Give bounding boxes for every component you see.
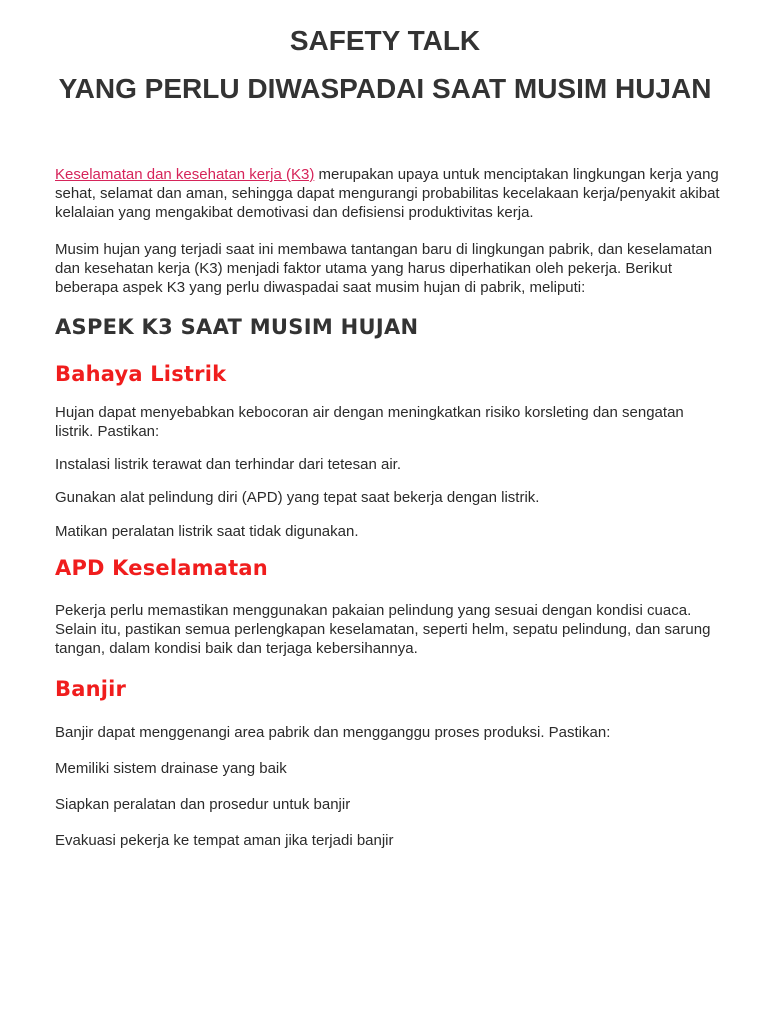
banjir-item: Evakuasi pekerja ke tempat aman jika terjadi banjir (55, 832, 394, 849)
paragraph-2: Musim hujan yang terjadi saat ini membawa tantangan baru di lingkungan pabrik, dan keselamatan dan kesehatan kerja (K3) menjadi faktor utama yang harus diperhatikan oleh pekerja. Berikut beberapa aspek K3 yang perlu diwaspadai saat musim hujan di pabrik, meliputi: (55, 241, 713, 296)
heading-banjir: Banjir (55, 677, 127, 701)
apd-keselamatan-paragraph: Pekerja perlu memastikan menggunakan pakaian pelindung yang sesuai dengan kondisi cuaca. Selain itu, pastikan semua perlengkapan keselamatan, seperti helm, sepatu pelindung, dan sarung tangan, dalam kondisi baik dan terjaga kebersihannya. (55, 602, 711, 657)
heading-apd-keselamatan: APD Keselamatan (55, 556, 268, 580)
intro-text: merupakan upaya untuk menciptakan lingkungan kerja yang sehat, selamat dan aman, sehingga dapat mengurangi probabilitas kecelakaan kerja/penyakit akibat kelalaian yang mengakibat demotivasi dan defisiensi produktivitas kerja. (55, 166, 720, 221)
banjir-intro: Banjir dapat menggenangi area pabrik dan mengganggu proses produksi. Pastikan: (55, 724, 611, 741)
banjir-item: Memiliki sistem drainase yang baik (55, 760, 287, 777)
bahaya-listrik-item: Gunakan alat pelindung diri (APD) yang tepat saat bekerja dengan listrik. (55, 489, 540, 506)
k3-link[interactable]: Keselamatan dan kesehatan kerja (K3) (55, 166, 315, 183)
intro-paragraph (55, 165, 720, 222)
heading-bahaya-listrik: Bahaya Listrik (55, 362, 227, 386)
bahaya-listrik-item: Instalasi listrik terawat dan terhindar dari tetesan air. (55, 456, 402, 473)
page-title: SAFETY TALK (289, 25, 481, 56)
banjir-item: Siapkan peralatan dan prosedur untuk banjir (55, 796, 351, 813)
bahaya-listrik-intro: Hujan dapat menyebabkan kebocoran air dengan meningkatkan risiko korsleting dan sengatan listrik. Pastikan: (55, 404, 684, 440)
section-heading: ASPEK K3 SAAT MUSIM HUJAN (55, 315, 419, 339)
page-subtitle: YANG PERLU DIWASPADAI SAAT MUSIM HUJAN (58, 73, 712, 104)
bahaya-listrik-item: Matikan peralatan listrik saat tidak digunakan. (55, 523, 359, 540)
